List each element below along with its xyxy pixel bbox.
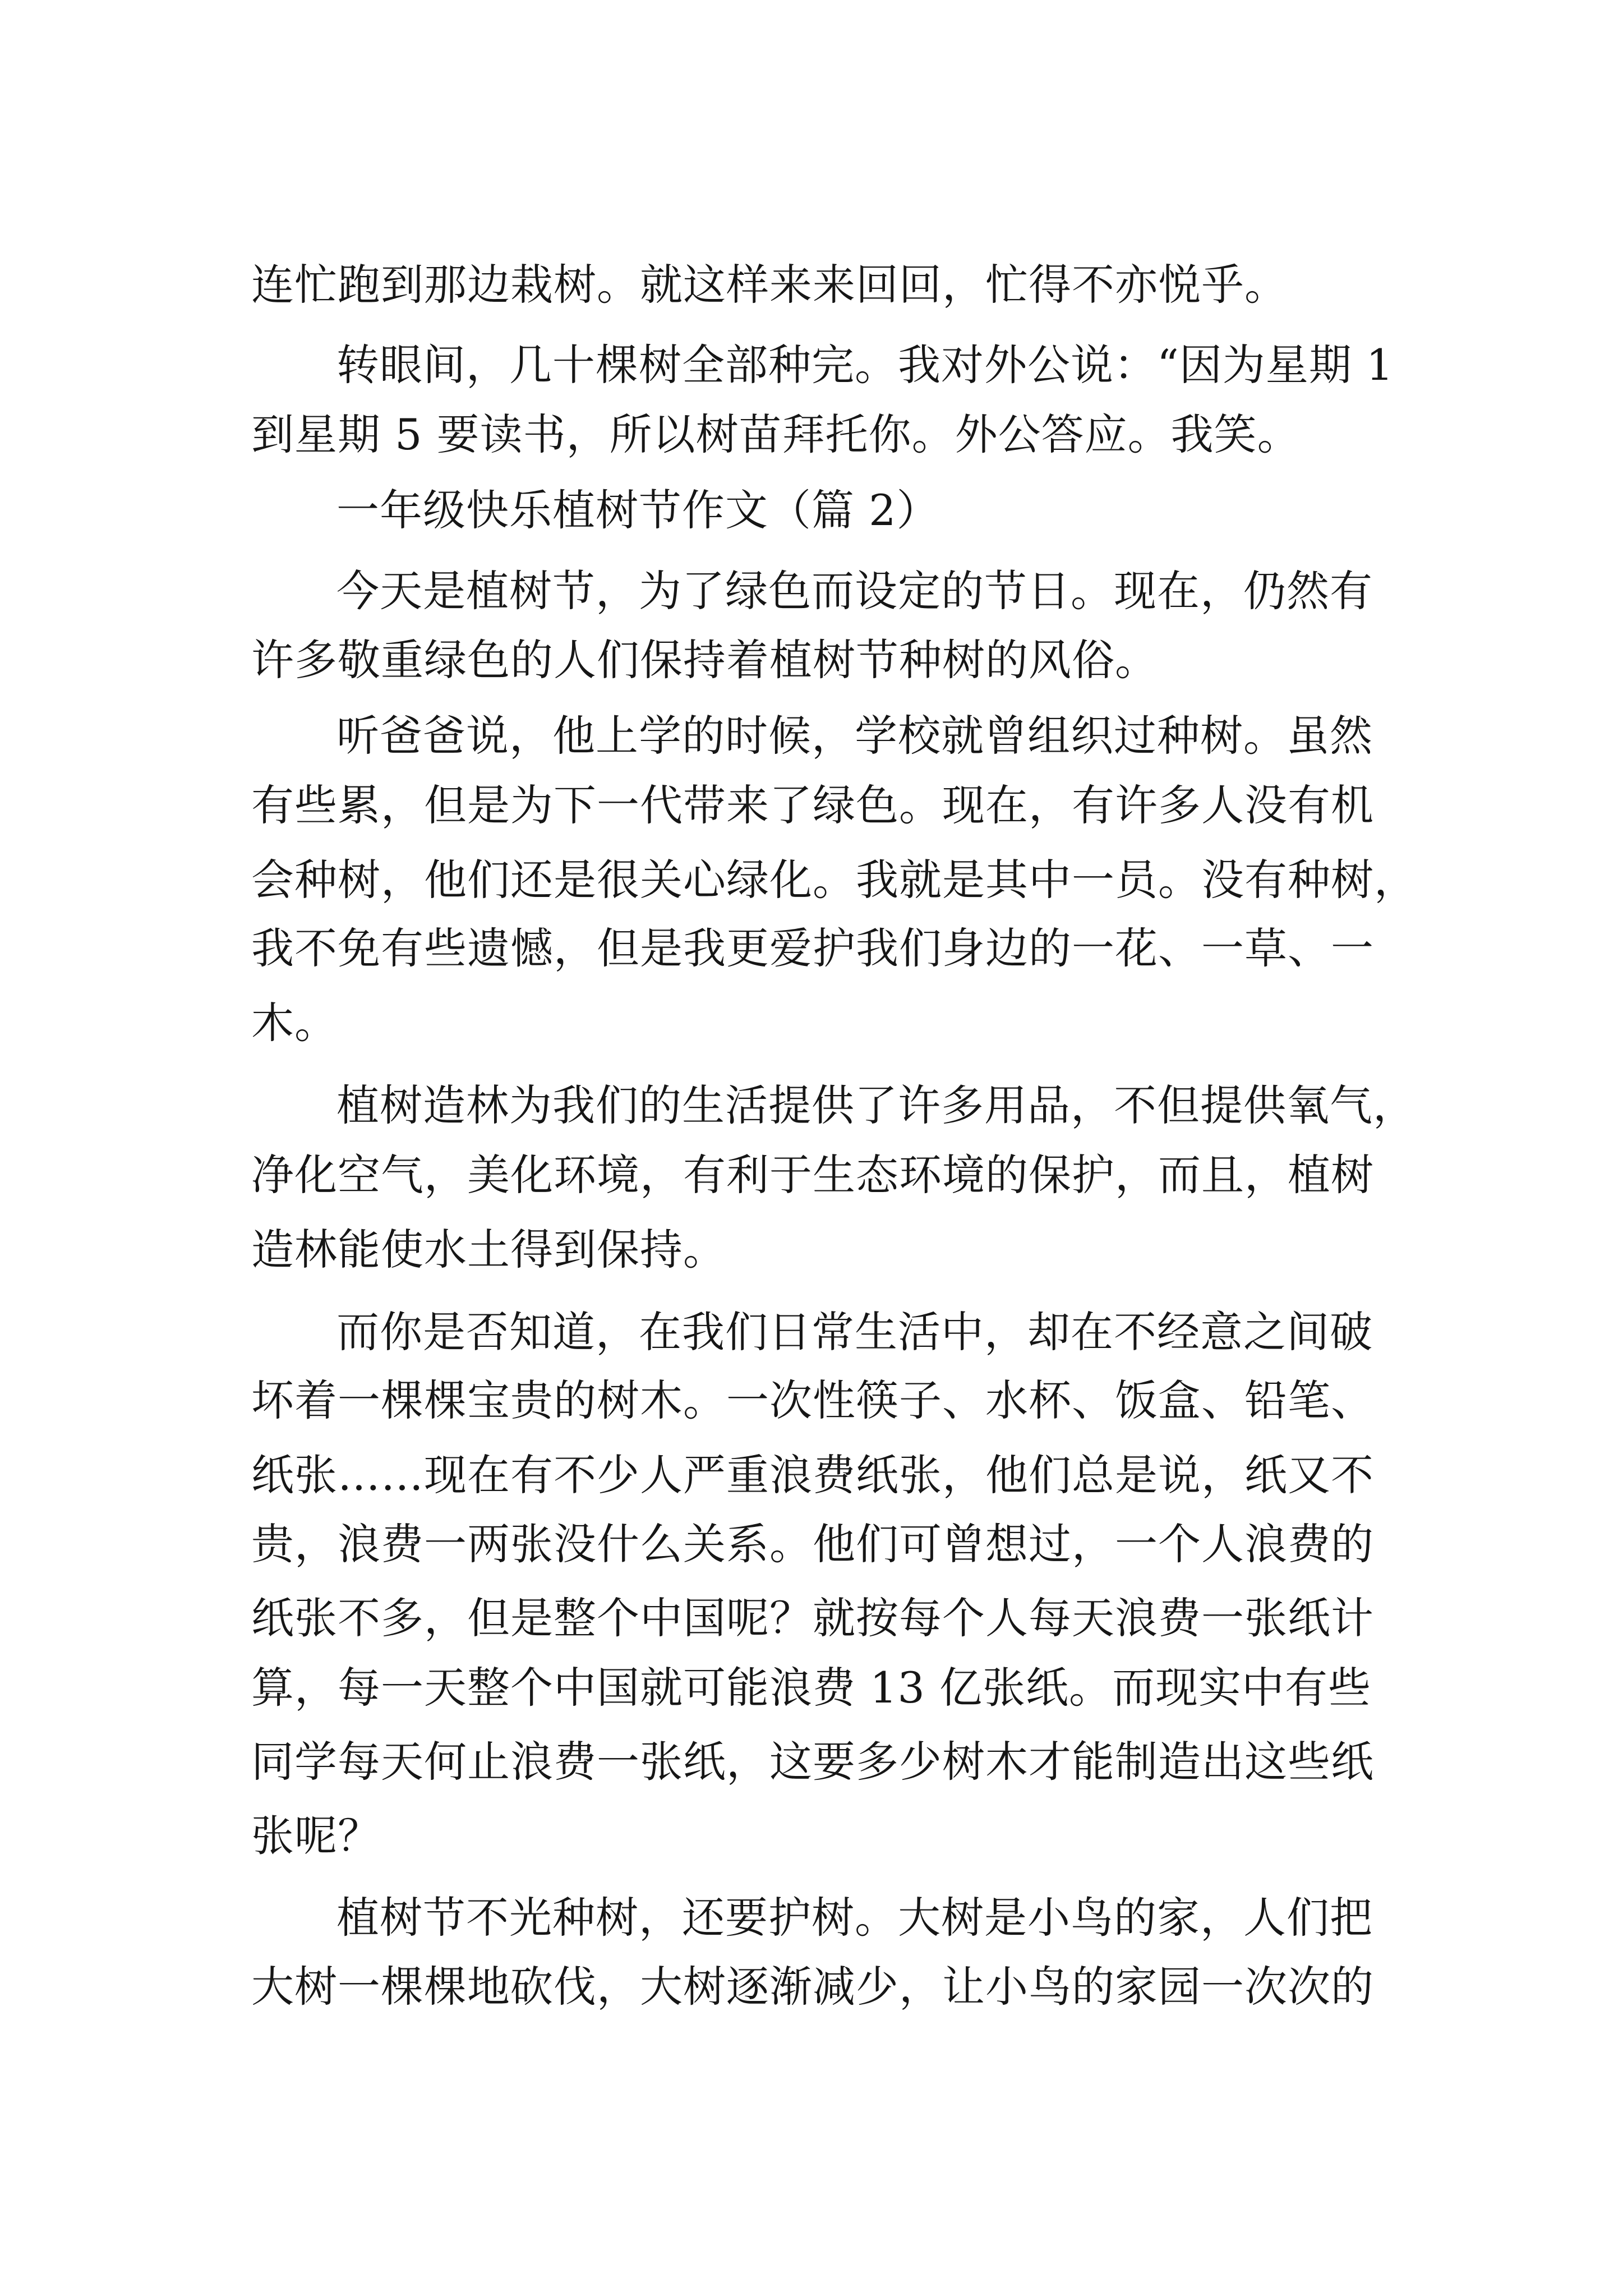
text-line-24: 大树一棵棵地砍伐，大树逐渐减少，让小鸟的家园一次次的: [251, 1962, 1374, 2012]
text-line-22: 张呢？: [251, 1811, 381, 1861]
text-line-17: 纸张……现在有不少人严重浪费纸张，他们总是说，纸又不: [251, 1450, 1374, 1500]
text-line-12: 植树造林为我们的生活提供了许多用品，不但提供氧气，: [336, 1080, 1416, 1130]
text-line-14: 造林能使水土得到保持。: [251, 1225, 726, 1274]
text-line-18: 贵，浪费一两张没什么关系。他们可曾想过，一个人浪费的: [251, 1519, 1374, 1569]
text-line-5: 今天是植树节，为了绿色而设定的节日。现在，仍然有: [336, 566, 1373, 616]
text-line-8: 有些累，但是为下一代带来了绿色。现在，有许多人没有机: [251, 780, 1374, 830]
text-line-23: 植树节不光种树，还要护树。大树是小鸟的家，人们把: [336, 1893, 1373, 1943]
text-line-9: 会种树，他们还是很关心绿化。我就是其中一员。没有种树，: [251, 855, 1417, 905]
text-line-3: 到星期 5 要读书，所以树苗拜托你。外公答应。我笑。: [251, 409, 1301, 459]
text-line-11: 木。: [251, 998, 338, 1048]
text-line-19: 纸张不多，但是整个中国呢？就按每个人每天浪费一张纸计: [251, 1593, 1374, 1643]
text-line-16: 坏着一棵棵宝贵的树木。一次性筷子、水杯、饭盒、铅笔、: [251, 1375, 1374, 1425]
text-line-10: 我不免有些遗憾，但是我更爱护我们身边的一花、一草、一: [251, 923, 1374, 973]
text-line-2: 转眼间，几十棵树全部种完。我对外公说：“因为星期 1: [336, 340, 1394, 390]
text-line-13: 净化空气，美化环境，有利于生态环境的保护，而且，植树: [251, 1150, 1374, 1200]
text-line-6: 许多敬重绿色的人们保持着植树节种树的风俗。: [251, 635, 1158, 685]
text-line-21: 同学每天何止浪费一张纸，这要多少树木才能制造出这些纸: [251, 1737, 1374, 1787]
text-line-1: 连忙跑到那边栽树。就这样来来回回，忙得不亦悦乎。: [251, 260, 1288, 310]
text-line-20: 算，每一天整个中国就可能浪费 13 亿张纸。而现实中有些: [251, 1663, 1372, 1713]
text-line-7: 听爸爸说，他上学的时候，学校就曾组织过种树。虽然: [336, 711, 1373, 761]
section-heading: 一年级快乐植树节作文（篇 2）: [336, 485, 940, 535]
text-line-15: 而你是否知道，在我们日常生活中，却在不经意之间破: [336, 1307, 1373, 1357]
